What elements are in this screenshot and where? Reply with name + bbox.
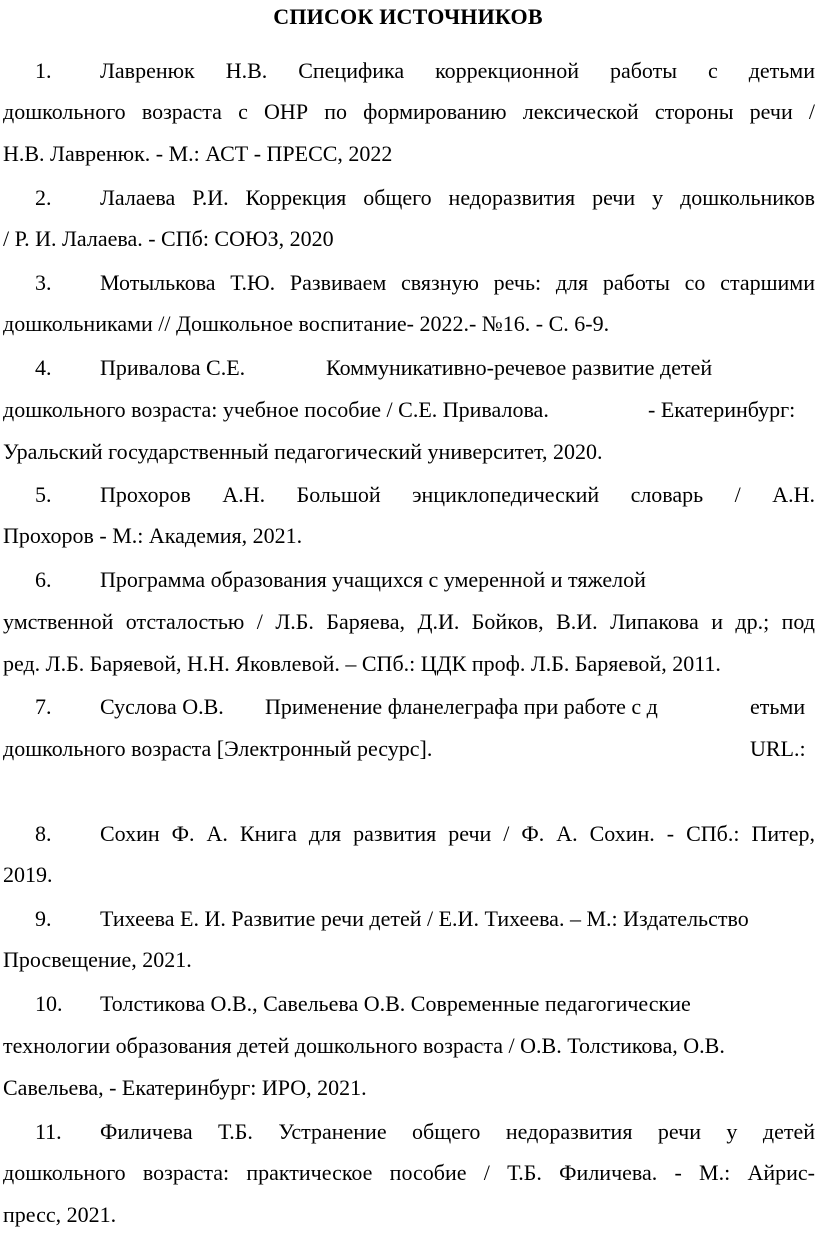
item-number: 1. (35, 58, 52, 83)
item-text-line: Применение фланелеграфа при работе с д (265, 694, 658, 719)
item-text-line: Савельева, - Екатеринбург: ИРО, 2021. (3, 1075, 367, 1100)
item-text-line: умственной отсталостью / Л.Б. Баряева, Д.И. Бойков, В.И. Липакова и др.; под (3, 609, 815, 634)
item-text-line: Лавренюк Н.В. Специфика коррекционной работы с детьми (100, 58, 815, 83)
item-text-line: дошкольниками // Дошкольное воспитание- 2022.- №16. - С. 6-9. (3, 311, 610, 336)
item-number: 9. (35, 906, 52, 931)
item-text-line: Лалаева Р.И. Коррекция общего недоразвития речи у дошкольников (100, 185, 815, 210)
item-text-line: етьми (750, 694, 806, 719)
item-number: 4. (35, 355, 52, 380)
item-text-line: Сохин Ф. А. Книга для развития речи / Ф. А. Сохин. - СПб.: Питер, (100, 821, 815, 846)
item-text-line: ред. Л.Б. Баряевой, Н.Н. Яковлевой. – СПб.: ЦДК проф. Л.Б. Баряевой, 2011. (3, 651, 721, 676)
item-text-line: Н.В. Лавренюк. - М.: АСТ - ПРЕСС, 2022 (3, 141, 393, 166)
page-title: СПИСОК ИСТОЧНИКОВ (273, 4, 543, 29)
item-number: 7. (35, 694, 52, 719)
item-text-line: - Екатеринбург: (648, 397, 796, 422)
item-text-line: Просвещение, 2021. (3, 947, 192, 972)
item-number: 3. (35, 270, 52, 295)
item-text-line: дошкольного возраста: учебное пособие / С.Е. Привалова. (3, 397, 549, 422)
item-text-line: URL.: (750, 736, 806, 761)
item-text-line: / Р. И. Лалаева. - СПб: СОЮЗ, 2020 (3, 226, 334, 251)
item-text-line: Тихеева Е. И. Развитие речи детей / Е.И. Тихеева. – М.: Издательство (100, 906, 749, 931)
item-text-line: Мотылькова Т.Ю. Развиваем связную речь: для работы со старшими (100, 270, 815, 295)
item-text-line: Коммуникативно-речевое развитие детей (326, 355, 713, 380)
item-text-line: Программа образования учащихся с умеренной и тяжелой (100, 567, 646, 592)
item-text-line: Филичева Т.Б. Устранение общего недоразвития речи у детей (100, 1119, 815, 1144)
item-text-line: 2019. (3, 862, 53, 887)
item-text-line: технологии образования детей дошкольного возраста / О.В. Толстикова, О.В. (3, 1033, 725, 1058)
item-text-line: Уральский государственный педагогический университет, 2020. (3, 439, 603, 464)
item-number: 5. (35, 482, 52, 507)
item-text-line: Прохоров - М.: Академия, 2021. (3, 523, 303, 548)
item-text-line: пресс, 2021. (3, 1202, 117, 1227)
item-text-line: Прохоров А.Н. Большой энциклопедический словарь / А.Н. (100, 482, 815, 507)
item-number: 10. (35, 991, 63, 1016)
item-number: 2. (35, 185, 52, 210)
item-text-line: дошкольного возраста с ОНР по формированию лексической стороны речи / (3, 99, 815, 124)
item-number: 6. (35, 567, 52, 592)
item-text-line: Толстикова О.В., Савельева О.В. Современные педагогические (100, 991, 691, 1016)
item-number: 11. (35, 1119, 62, 1144)
item-text-line: Суслова О.В. (100, 694, 224, 719)
item-number: 8. (35, 821, 52, 846)
item-text-line: дошкольного возраста: практическое пособие / Т.Б. Филичева. - М.: Айрис- (3, 1160, 815, 1185)
item-text-line: Привалова С.Е. (100, 355, 246, 380)
item-text-line: дошкольного возраста [Электронный ресурс]. (3, 736, 433, 761)
